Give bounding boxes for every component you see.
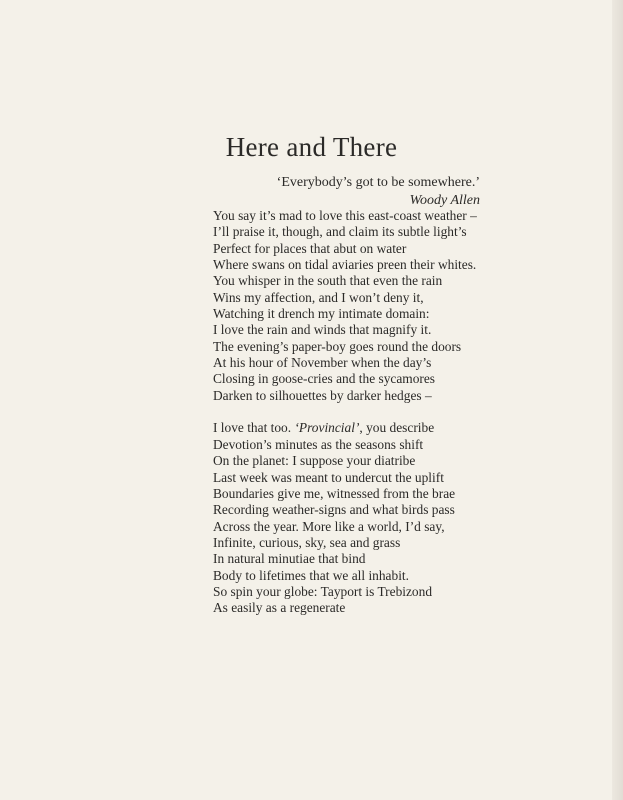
poem-line: At his hour of November when the day’s: [213, 355, 432, 371]
poem-line: Darken to silhouettes by darker hedges –: [213, 387, 432, 403]
poem-line: Infinite, curious, sky, sea and grass: [213, 534, 401, 550]
poem-line: Closing in goose-cries and the sycamores: [213, 371, 436, 387]
poem-line: I’ll praise it, though, and claim its subtle light’s: [213, 224, 467, 240]
poem-line: Where swans on tidal aviaries preen their whites.: [213, 257, 477, 273]
deckled-paper-edge: [612, 0, 623, 800]
poem-line: Devotion’s minutes as the seasons shift: [213, 436, 424, 452]
epigraph-author: Woody Allen: [409, 193, 480, 208]
poem-line: I love the rain and winds that magnify it.: [213, 322, 432, 338]
poem-line: The evening’s paper-boy goes round the doors: [213, 338, 462, 354]
poem-line: Perfect for places that abut on water: [213, 240, 407, 256]
poem-body: [213, 208, 513, 617]
poem-line-provincial: I love that too. ‘Provincial’, you describe: [213, 420, 435, 436]
epigraph-quote: ‘Everybody’s got to be somewhere.’: [276, 175, 480, 190]
poem-line: Watching it drench my intimate domain:: [213, 306, 430, 322]
poem-line: Last week was meant to undercut the uplift: [213, 469, 444, 485]
poem-line: You say it’s mad to love this east-coast weather –: [213, 208, 477, 223]
stanza-1: [213, 208, 513, 404]
poem-line: In natural minutiae that bind: [213, 551, 366, 567]
poem-line: As easily as a regenerate: [213, 600, 346, 616]
poem-line: Across the year. More like a world, I’d say,: [213, 518, 445, 534]
poem-line: So spin your globe: Tayport is Trebizond: [213, 583, 433, 599]
italic-word: ‘Provincial’: [294, 420, 360, 436]
stanza-2: [213, 420, 513, 616]
poem-line: You whisper in the south that even the rain: [213, 273, 443, 289]
poem-line: Wins my affection, and I won’t deny it,: [213, 289, 424, 305]
poem-line: Boundaries give me, witnessed from the brae: [213, 485, 456, 501]
poem-line: Recording weather-signs and what birds pass: [213, 502, 455, 518]
poem-line: Body to lifetimes that we all inhabit.: [213, 567, 409, 583]
epigraph: [200, 174, 480, 210]
poem-title: Here and There: [225, 132, 398, 162]
poem-line: On the planet: I suppose your diatribe: [213, 453, 416, 469]
